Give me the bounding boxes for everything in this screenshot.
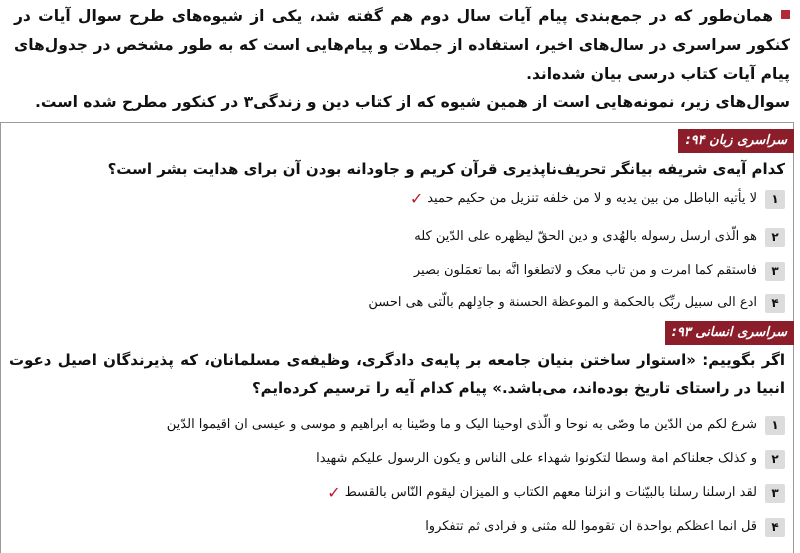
intro-paragraph [14, 2, 790, 89]
question-2-text: اگر بگوییم: «استوار ساختن بنیان جامعه بر پایه‌ی دادگری، وظیفه‌ی مسلمانان، که پذیرندگان اصیل دعوت انبیا در راستای تاریخ بوده‌اند، می‌باشد.» پیام کدام آیه را ترسیم کرده‌ایم؟ [9, 351, 785, 397]
option-text: قل انما اعظکم بواحدة ان تقوموا لله مثنی و فرادی ثم تتفکروا [425, 519, 757, 534]
option-number: ۳ [765, 262, 785, 281]
option-text: لا یأتیه الباطل من بین یدیه و لا من خلفه تنزیل من حکیم حمید [427, 191, 757, 206]
option-number: ۴ [765, 518, 785, 537]
check-mark-icon: ✓ [409, 189, 424, 208]
option-number: ۱ [765, 416, 785, 435]
question-1-option-2[interactable] [9, 225, 785, 249]
option-text: شرع لکم من الدّین ما وصّی به نوحا و الّذی اوحینا الیک و ما وصّینا به ابراهیم و موسی و عیسی ان اقیموا الدّین [166, 417, 757, 432]
question-1-source-tag: سراسری زبان ۹۴: [678, 129, 794, 153]
intro-text: همان‌طور که در جمع‌بندی پیام آیات سال دوم هم گفته شد، یکی از شیوه‌های طرح سوال آیات در کنکور سراسری در سال‌های اخیر، استفاده از جملات و پیام‌هایی است که به طور مشخص در جدول‌های پیام آیات کتاب درسی بیان شده‌اند. [14, 7, 790, 83]
option-text: و کذلک جعلناکم امة وسطا لتکونوا شهداء علی الناس و یکون الرسول علیکم شهیدا [316, 451, 757, 466]
option-text: ادع الی سبیل ربِّک بالحکمة و الموعظة الحسنة و جادِلهم بالّتی هی احسن [368, 295, 757, 310]
option-text: هو الّذی ارسل رسوله بالهُدی و دین الحقّ لیظهره علی الدّین کله [414, 229, 757, 244]
question-2-option-2[interactable] [9, 447, 785, 471]
question-1-option-3[interactable] [9, 259, 785, 283]
question-2-source-tag: سراسری انسانی ۹۳: [665, 321, 794, 345]
square-bullet-icon [781, 10, 790, 19]
option-text: فاستقم کما امرت و من تاب معک و لاتطغوا انَّه بما تعمَلون بصیر [413, 263, 757, 278]
option-text: لقد ارسلنا رسلنا بالبیّنات و انزلنا معهم الکتاب و المیزان لیقوم النّاس بالقسط [344, 485, 757, 500]
questions-box [0, 122, 794, 553]
question-1-text: کدام آیه‌ی شریفه بیانگر تحریف‌ناپذیری قرآن کریم و جاودانه بودن آن برای هدایت بشر است؟ [107, 160, 785, 178]
option-number: ۲ [765, 228, 785, 247]
option-number: ۴ [765, 294, 785, 313]
question-1-option-4[interactable] [9, 291, 785, 315]
option-number: ۳ [765, 484, 785, 503]
question-2-option-1[interactable] [9, 413, 785, 437]
intro-second-paragraph: سوال‌های زیر، نمونه‌هایی است از همین شیوه که از کتاب دین و زندگی۳ در کنکور مطرح شده است. [35, 93, 790, 111]
option-number: ۲ [765, 450, 785, 469]
question-2-option-3[interactable] [9, 481, 785, 505]
question-2-option-4[interactable] [9, 515, 785, 539]
option-number: ۱ [765, 190, 785, 209]
question-1-option-1[interactable] [9, 187, 785, 211]
check-mark-icon: ✓ [327, 483, 341, 502]
